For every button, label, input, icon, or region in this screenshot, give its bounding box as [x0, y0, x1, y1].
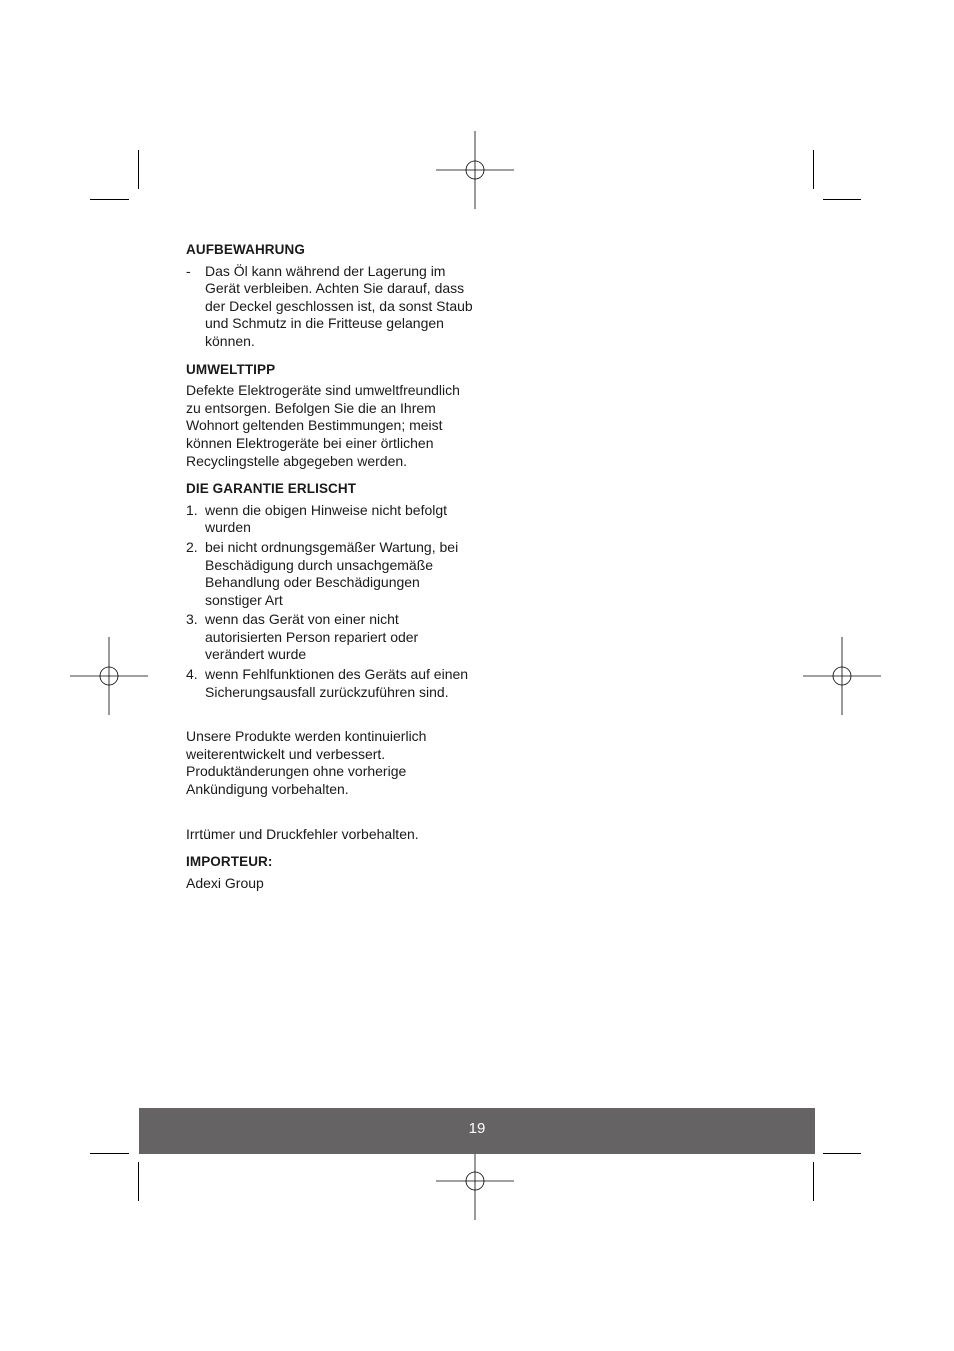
crop-mark-top-left-horizontal [90, 199, 129, 200]
crop-mark-top-right-horizontal [823, 199, 861, 200]
list-item [186, 263, 476, 351]
storage-list [186, 263, 476, 351]
spacer [186, 710, 476, 728]
list-marker: 4. [186, 666, 198, 683]
registration-mark-top [436, 131, 514, 209]
page-number: 19 [468, 1120, 486, 1137]
importer-name: Adexi Group [186, 874, 264, 891]
list-item [186, 611, 476, 664]
section-heading-storage: AUFBEWAHRUNG [186, 242, 305, 257]
list-item-text: Das Öl kann während der Lagerung im Gerät verbleiben. Achten Sie darauf, dass der Deckel geschlossen ist, da sonst Staub und Schmutz in die Fritteuse gelangen können. [205, 262, 473, 349]
list-marker: 3. [186, 611, 198, 628]
list-item-text: wenn das Gerät von einer nicht autorisierten Person repariert oder verändert wurde [205, 611, 419, 663]
list-item-text: wenn die obigen Hinweise nicht befolgt wurden [205, 501, 448, 536]
spacer [186, 808, 476, 826]
crop-mark-top-right-vertical [813, 150, 814, 189]
list-marker: 2. [186, 538, 198, 555]
list-marker: 1. [186, 501, 198, 518]
crop-mark-bottom-left-horizontal [90, 1153, 129, 1154]
list-item-text: wenn Fehlfunktionen des Geräts auf einen Sicherungsausfall zurückzuführen sind. [205, 666, 469, 700]
crop-mark-bottom-left-vertical [138, 1162, 139, 1201]
list-marker: - [186, 262, 191, 279]
section-heading-warranty: DIE GARANTIE ERLISCHT [186, 481, 357, 497]
list-item-text: bei nicht ordnungsgemäßer Wartung, bei Beschädigung durch unsachgemäße Behandlung oder Beschädigungen sonstiger Art [205, 538, 459, 608]
crop-mark-top-left-vertical [138, 150, 139, 189]
footer-bar [139, 1108, 815, 1154]
list-item [186, 502, 476, 537]
section-heading-environment: UMWELTTIPP [186, 361, 276, 377]
crop-mark-bottom-right-vertical [813, 1162, 814, 1201]
environment-paragraph: Defekte Elektrogeräte sind umweltfreundlich zu entsorgen. Befolgen Sie die an Ihrem Wohnort geltenden Bestimmungen; meist können Elektrogeräte bei einer örtlichen Recyclingstelle abgegeben werden. [186, 382, 460, 469]
list-item [186, 539, 476, 609]
section-heading-importer: IMPORTEUR: [186, 854, 273, 870]
text-column [186, 241, 476, 901]
warranty-list [186, 502, 476, 702]
list-item [186, 666, 476, 701]
crop-mark-bottom-right-horizontal [823, 1153, 861, 1154]
registration-mark-left [70, 637, 148, 715]
errors-note: Irrtümer und Druckfehler vorbehalten. [186, 825, 419, 842]
registration-mark-right [803, 637, 881, 715]
development-note: Unsere Produkte werden kontinuierlich weiterentwickelt und verbessert. Produktänderungen ohne vorherige Ankündigung vorbehalten. [186, 728, 427, 798]
